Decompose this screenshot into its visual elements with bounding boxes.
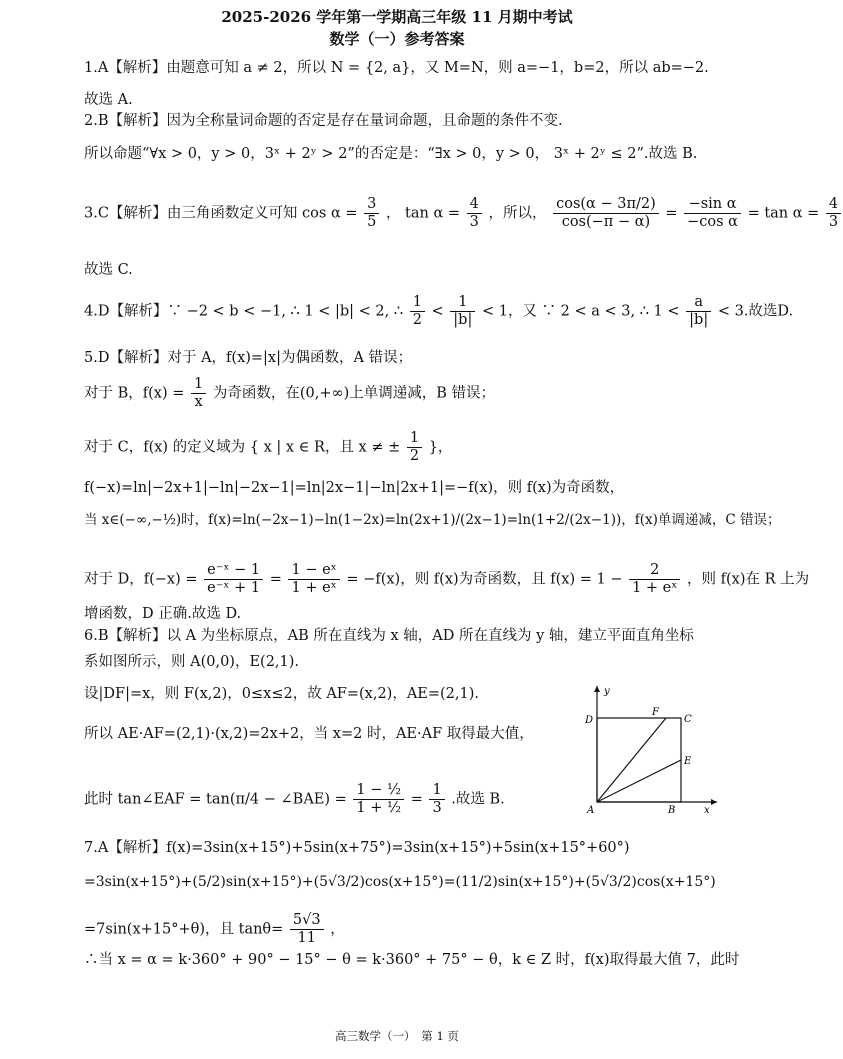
q3-mid-fraction	[684, 196, 741, 231]
q5-d-suffix: ，则 f(x)在 R 上为	[687, 571, 810, 588]
q4-line1	[84, 294, 793, 329]
q7-line1: 7.A【解析】f(x)=3sin(x+15°)+5sin(x+75°)=3sin(x+15°)+5sin(x+15°+60°)	[84, 840, 630, 856]
q5-d-num1: e⁻ˣ − 1	[204, 562, 263, 580]
q4-suffix1: < 1，又 ∵ 2 < a < 3, ∴ 1 <	[481, 303, 680, 320]
q5-b-suffix: 为奇函数，在(0,+∞)上单调递减，B 错误；	[212, 385, 495, 402]
q3-prefix: 3.C【解析】由三角函数定义可知	[84, 205, 298, 222]
q5-c-num: 1	[407, 430, 422, 448]
q6-tan-fraction	[353, 782, 404, 817]
q1-line2: 故选 A.	[84, 92, 133, 108]
q5-line5: 当 x∈(−∞,−½)时，f(x)=ln(−2x−1)−ln(1−2x)=ln(2x+1)/(2x−1)=ln(1+2/(2x−1))，f(x)单调递减，C 错误；	[84, 512, 781, 528]
q2-line1: 2.B【解析】因为全称量词命题的否定是存在量词命题，且命题的条件不变.	[84, 113, 563, 129]
q7-tan-fraction	[290, 912, 324, 947]
q5-b-fraction	[191, 376, 206, 411]
q6-figure	[582, 682, 722, 818]
q6-tan-prefix: 此时 tan∠EAF = tan(π/4 − ∠BAE) =	[84, 791, 347, 808]
q4-prefix: 4.D【解析】∵ −2 < b < −1, ∴ 1 < |b| < 2, ∴	[84, 303, 404, 320]
q5-d-num2: 1 − eˣ	[288, 562, 339, 580]
q6-res-num: 1	[429, 782, 444, 800]
q6-line5	[84, 782, 505, 817]
q4-f1-den: 2	[412, 312, 422, 328]
q3-result-fraction	[826, 196, 841, 231]
q5-c-fraction	[407, 430, 422, 465]
q3-big-den: cos(−π − α)	[561, 214, 651, 230]
q6-tan-suffix: .故选 B.	[451, 791, 505, 808]
q3-mid-den: −cos α	[687, 214, 738, 230]
q6-tan-eq: =	[410, 791, 423, 808]
q4-f3-num: a	[686, 294, 711, 312]
label-x: x	[704, 805, 710, 816]
q6-res-den: 3	[432, 800, 442, 816]
q7-line3-suffix: ，	[330, 921, 345, 938]
q3-tan-den: 3	[469, 214, 479, 230]
q6-tan-num: 1 − ½	[353, 782, 404, 800]
q3-mid-num: −sin α	[684, 196, 741, 214]
q7-line2: =3sin(x+15°)+(5/2)sin(x+15°)+(5√3/2)cos(x+15°)=(11/2)sin(x+15°)+(5√3/2)cos(x+15°)	[84, 874, 716, 890]
q4-f2-num: 1	[450, 294, 475, 312]
q3-big-fraction	[553, 196, 659, 231]
q7-line3	[84, 912, 345, 947]
q3-res-num: 4	[826, 196, 841, 214]
q5-line1: 5.D【解析】对于 A，f(x)=|x|为偶函数，A 错误；	[84, 350, 413, 366]
q3-big-num: cos(α − 3π/2)	[553, 196, 659, 214]
q3-res-den: 3	[828, 214, 839, 230]
q7-tan-den: 11	[297, 930, 316, 946]
q5-c-set: { x | x ∈ R，且 x ≠ ±	[249, 439, 401, 456]
q3-eq-tan: = tan α =	[747, 205, 820, 222]
q5-b-den: x	[194, 394, 203, 410]
label-e: E	[684, 756, 692, 767]
q3-cos-lhs: cos α =	[302, 205, 358, 222]
q5-d-mid: = −f(x)，则 f(x)为奇函数，且 f(x) = 1 −	[346, 571, 623, 588]
q6-tan-den: 1 + ½	[356, 800, 402, 816]
page-subtitle: 数学（一）参考答案	[329, 30, 465, 48]
q5-d-f2	[288, 562, 339, 597]
label-y: y	[604, 686, 610, 697]
segment-af	[597, 718, 666, 802]
q4-f1	[410, 294, 425, 329]
label-a: A	[587, 805, 595, 816]
q5-b-num: 1	[191, 376, 206, 394]
q5-d-eq: =	[269, 571, 282, 588]
q3-tan-fraction	[467, 196, 482, 231]
q6-line1: 6.B【解析】以 A 为坐标原点，AB 所在直线为 x 轴，AD 所在直线为 y 轴，建立平面直角坐标	[84, 628, 694, 644]
q4-f2-den: |b|	[453, 312, 473, 328]
q6-line2: 系如图所示，则 A(0,0)，E(2,1).	[84, 654, 300, 670]
x-axis-arrow-icon	[711, 799, 717, 805]
q5-d-den2: 1 + eˣ	[291, 580, 337, 596]
q5-c-end: }，	[428, 439, 453, 456]
q3-cos-fraction	[364, 196, 379, 231]
page-title: 2025-2026 学年第一学期高三年级 11 月期中考试	[221, 8, 573, 26]
q5-d-f1	[204, 562, 263, 597]
square-abcd	[597, 718, 681, 802]
q3-tan-lhs: ， tan α =	[385, 205, 461, 222]
q1-line1: 1.A【解析】由题意可知 a ≠ 2，所以 N = {2, a}，又 M=N，则 a=−1，b=2，所以 ab=−2.	[84, 60, 709, 76]
q5-b-prefix: 对于 B，f(x) =	[84, 385, 185, 402]
y-axis-arrow-icon	[594, 686, 600, 692]
q4-f3-den: |b|	[689, 312, 709, 328]
label-b: B	[668, 805, 676, 816]
q5-line7: 增函数，D 正确.故选 D.	[84, 606, 242, 622]
label-c: C	[684, 714, 692, 725]
q4-f2	[450, 294, 475, 329]
q4-f1-num: 1	[410, 294, 425, 312]
q5-d-den1: e⁻ˣ + 1	[207, 580, 261, 596]
q3-so: ，所以，	[488, 205, 547, 222]
q5-d-prefix: 对于 D，f(−x) =	[84, 571, 198, 588]
q5-c-den: 2	[409, 448, 420, 464]
q6-line3: 设|DF|=x，则 F(x,2)，0≤x≤2，故 AF=(x,2)，AE=(2,1).	[84, 686, 480, 702]
q3-tan-num: 4	[467, 196, 482, 214]
q5-line2	[84, 376, 495, 411]
q4-mid: <	[431, 303, 444, 320]
q6-line4: 所以 AE·AF=(2,1)·(x,2)=2x+2，当 x=2 时，AE·AF 取得最大值，	[84, 726, 534, 742]
q7-tan-num: 5√3	[290, 912, 324, 930]
q4-suffix2: < 3.故选D.	[717, 303, 794, 320]
q2-line2: 所以命题“∀x > 0，y > 0，3ˣ + 2ʸ > 2”的否定是：“∃x > 0，y > 0， 3ˣ + 2ʸ ≤ 2”.故选 B.	[84, 146, 698, 162]
q3-line2: 故选 C.	[84, 262, 133, 278]
q5-c-prefix: 对于 C，f(x) 的定义域为	[84, 439, 246, 456]
q3-cos-den: 5	[367, 214, 377, 230]
q3-cos-num: 3	[364, 196, 379, 214]
q3-line1: 3.C【解析】由三角函数定义可知 cos α = $\frac{3}{5}$ ， tan α = $\frac{4}{3}$ ，所以， $\frac{\cos(\alpha - 3\pi/2)}{\cos(-\pi - \alpha)}$ = $\frac{\text{−sin α}}{\text{−cos α}}$ = tan α = $\frac{4}{3}$	[84, 196, 843, 231]
q7-line4: ∴当 x = α = k·360° + 90° − 15° − θ = k·360° + 75° − θ，k ∈ Z 时，f(x)取得最大值 7，此时	[84, 952, 740, 968]
q4-f3	[686, 294, 711, 329]
q5-line4: f(−x)=ln|−2x+1|−ln|−2x−1|=ln|2x−1|−ln|2x+1|=−f(x)，则 f(x)为奇函数，	[84, 480, 625, 496]
q5-d-den3: 1 + eˣ	[632, 580, 678, 596]
page-footer: 高三数学（一） 第 1 页	[335, 1029, 459, 1043]
q6-res-fraction	[429, 782, 444, 817]
q5-d-f3	[629, 562, 680, 597]
q5-line6	[84, 562, 809, 597]
segment-ae	[597, 760, 681, 802]
label-f: F	[652, 707, 659, 718]
q7-line3-prefix: =7sin(x+15°+θ)，且 tanθ=	[84, 921, 284, 938]
q5-d-num3: 2	[629, 562, 680, 580]
q5-line3	[84, 430, 452, 465]
label-d: D	[585, 715, 594, 726]
